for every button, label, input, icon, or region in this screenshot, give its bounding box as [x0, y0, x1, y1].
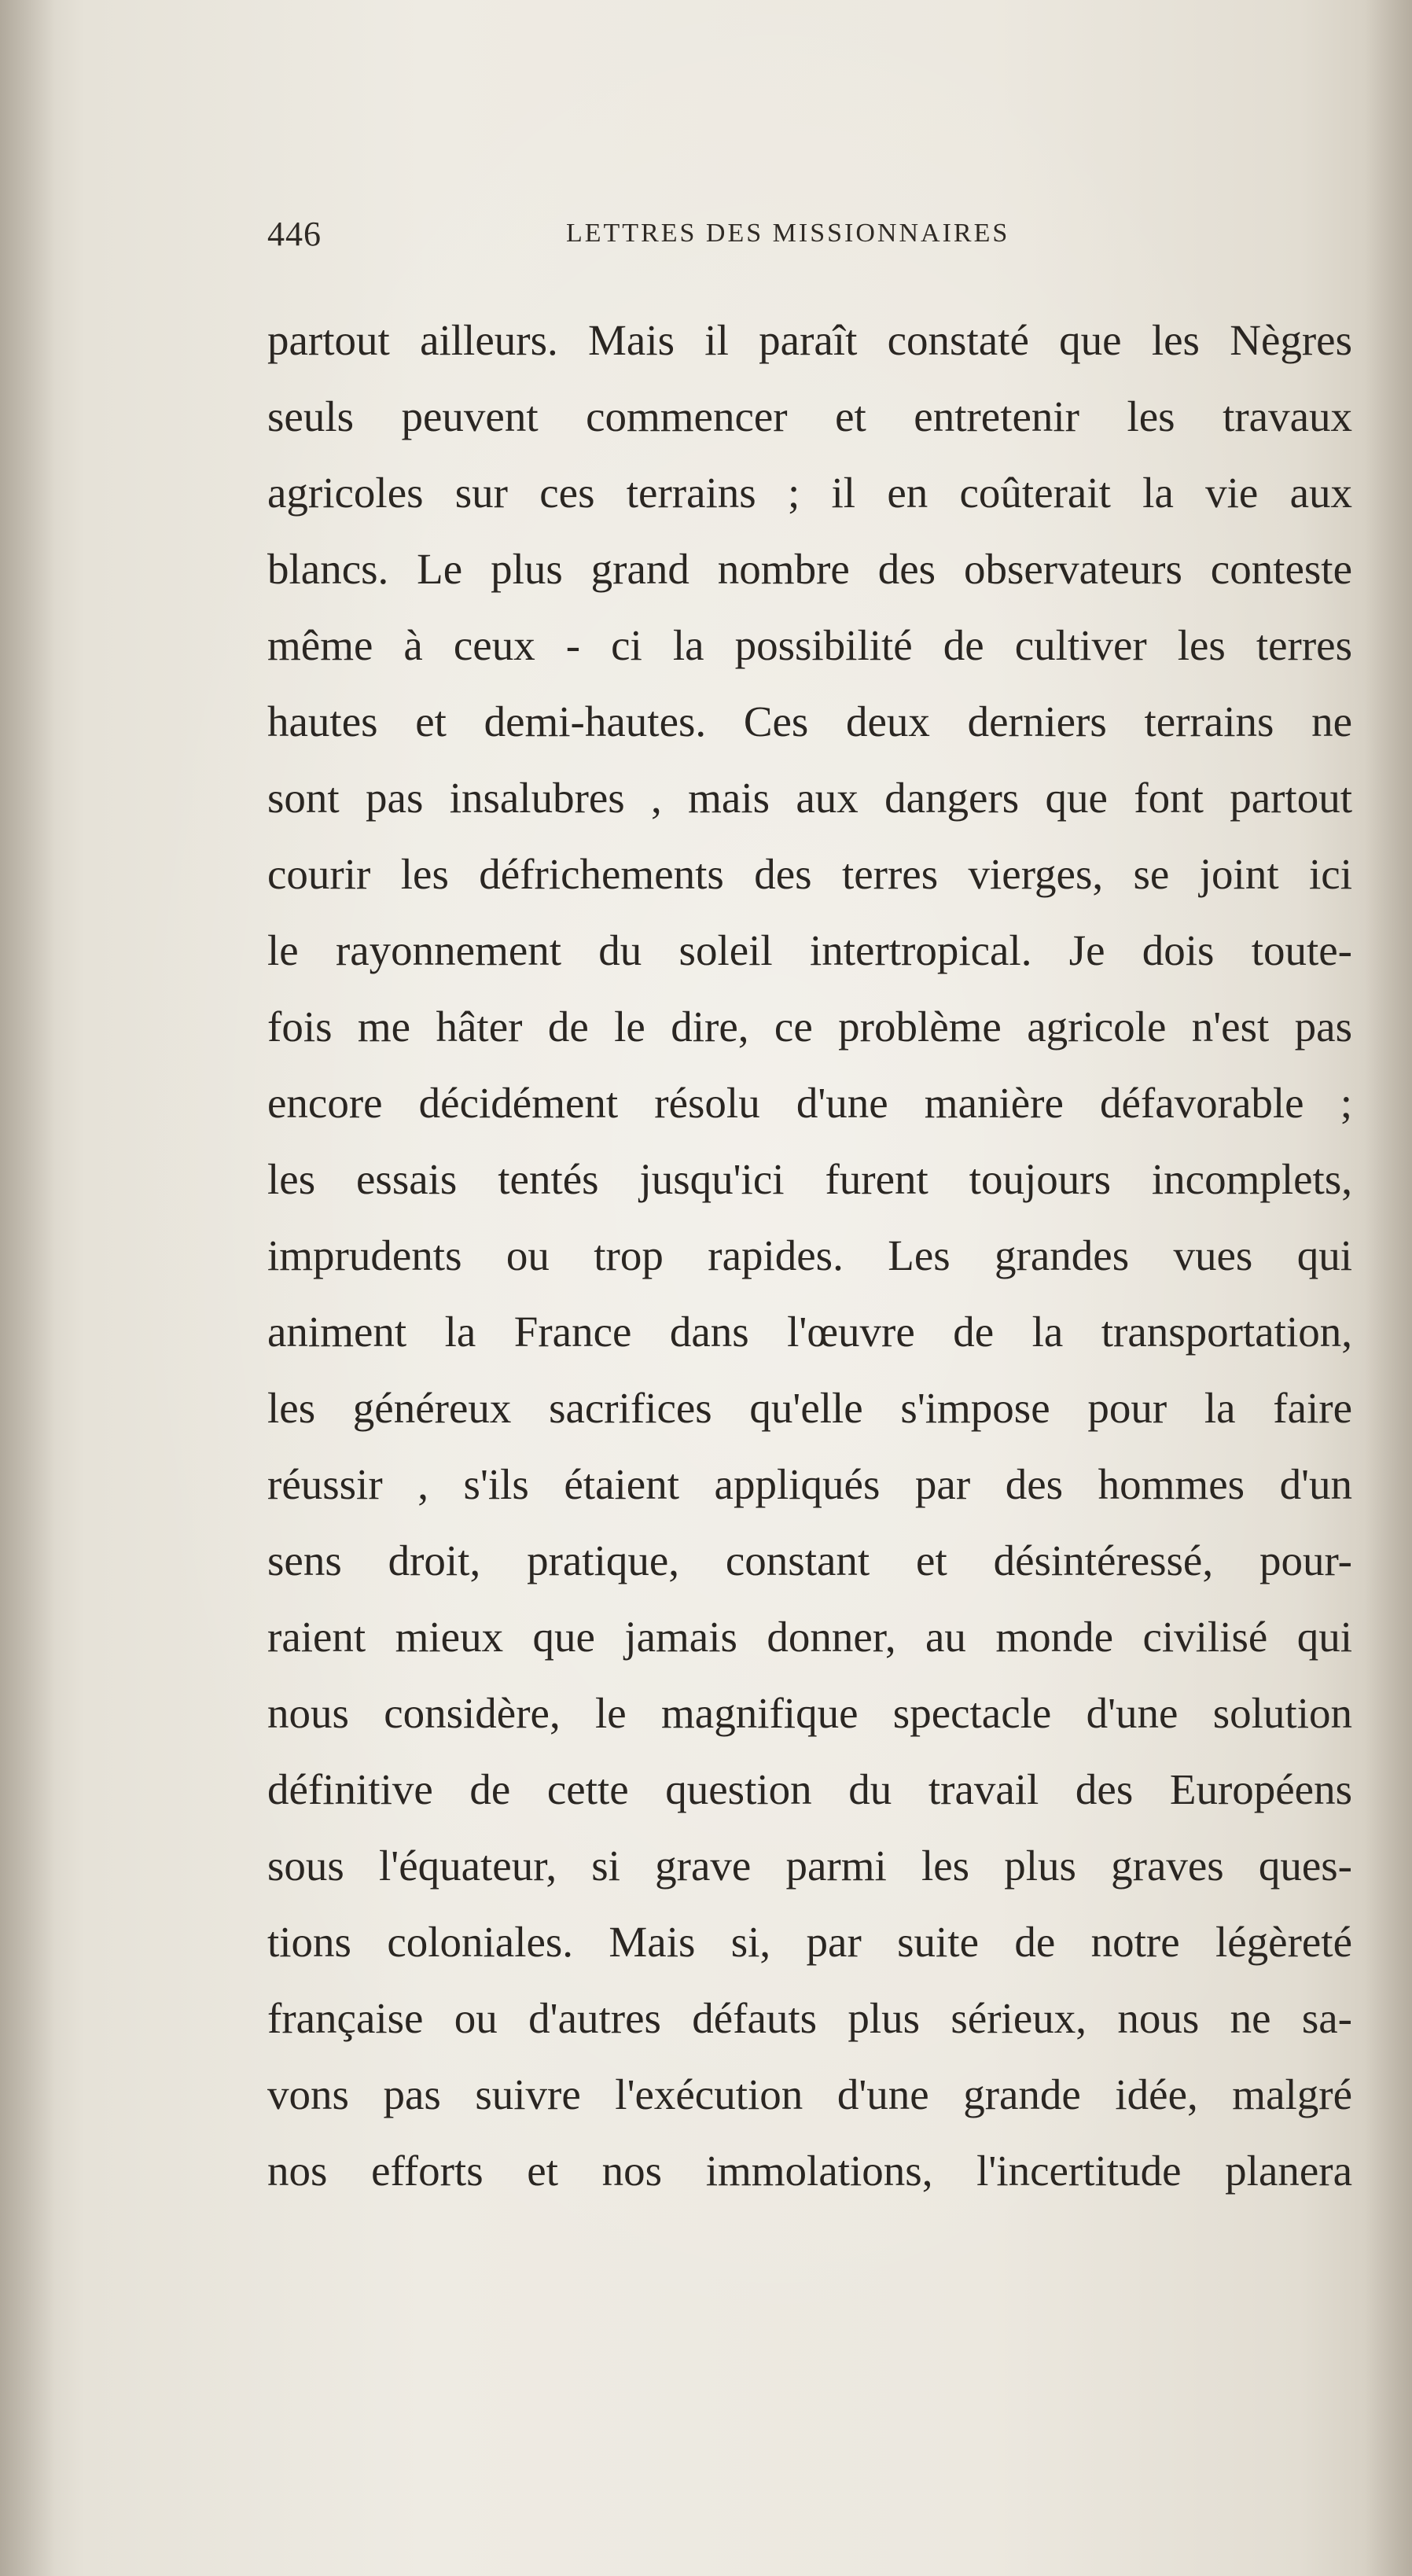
text-line: courir les défrichements des terres vierges, se joint ici: [267, 850, 1352, 898]
running-head-title: LETTRES DES MISSIONNAIRES: [566, 219, 1010, 248]
text-line: nous considère, le magnifique spectacle d'une solution: [267, 1689, 1352, 1737]
text-line: fois me hâter de le dire, ce problème agricole n'est pas: [267, 1003, 1352, 1051]
text-line: animent la France dans l'œuvre de la transportation,: [267, 1308, 1352, 1356]
text-line: nos efforts et nos immolations, l'incertitude planera: [267, 2147, 1352, 2195]
body-text: [267, 302, 1352, 2209]
text-line: même à ceux - ci la possibilité de cultiver les terres: [267, 621, 1352, 669]
text-line: encore décidément résolu d'une manière défavorable ;: [267, 1079, 1352, 1127]
text-line: les généreux sacrifices qu'elle s'impose pour la faire: [267, 1384, 1352, 1432]
text-line: sens droit, pratique, constant et désintéressé, pour-: [267, 1536, 1352, 1584]
page-number: 446: [267, 215, 322, 253]
text-line: seuls peuvent commencer et entretenir les travaux: [267, 392, 1352, 440]
text-line: française ou d'autres défauts plus sérieux, nous ne sa-: [267, 1994, 1352, 2042]
text-line: blancs. Le plus grand nombre des observateurs conteste: [267, 545, 1352, 593]
text-line: vons pas suivre l'exécution d'une grande idée, malgré: [267, 2070, 1352, 2118]
text-line: sont pas insalubres , mais aux dangers que font partout: [267, 774, 1352, 822]
text-line: agricoles sur ces terrains ; il en coûterait la vie aux: [267, 469, 1352, 517]
text-line: tions coloniales. Mais si, par suite de notre légèreté: [267, 1918, 1352, 1966]
text-line: imprudents ou trop rapides. Les grandes vues qui: [267, 1231, 1352, 1279]
text-line: raient mieux que jamais donner, au monde civilisé qui: [267, 1613, 1352, 1661]
text-line: définitive de cette question du travail des Européens: [267, 1765, 1352, 1813]
text-line: les essais tentés jusqu'ici furent toujours incomplets,: [267, 1155, 1352, 1203]
text-line: le rayonnement du soleil intertropical. Je dois toute-: [267, 926, 1352, 974]
running-head: [267, 214, 1352, 261]
text-line: hautes et demi-hautes. Ces deux derniers terrains ne: [267, 697, 1352, 745]
text-line: partout ailleurs. Mais il paraît constaté que les Nègres: [267, 316, 1352, 364]
text-line: réussir , s'ils étaient appliqués par des hommes d'un: [267, 1460, 1352, 1508]
text-line: sous l'équateur, si grave parmi les plus graves ques-: [267, 1842, 1352, 1890]
